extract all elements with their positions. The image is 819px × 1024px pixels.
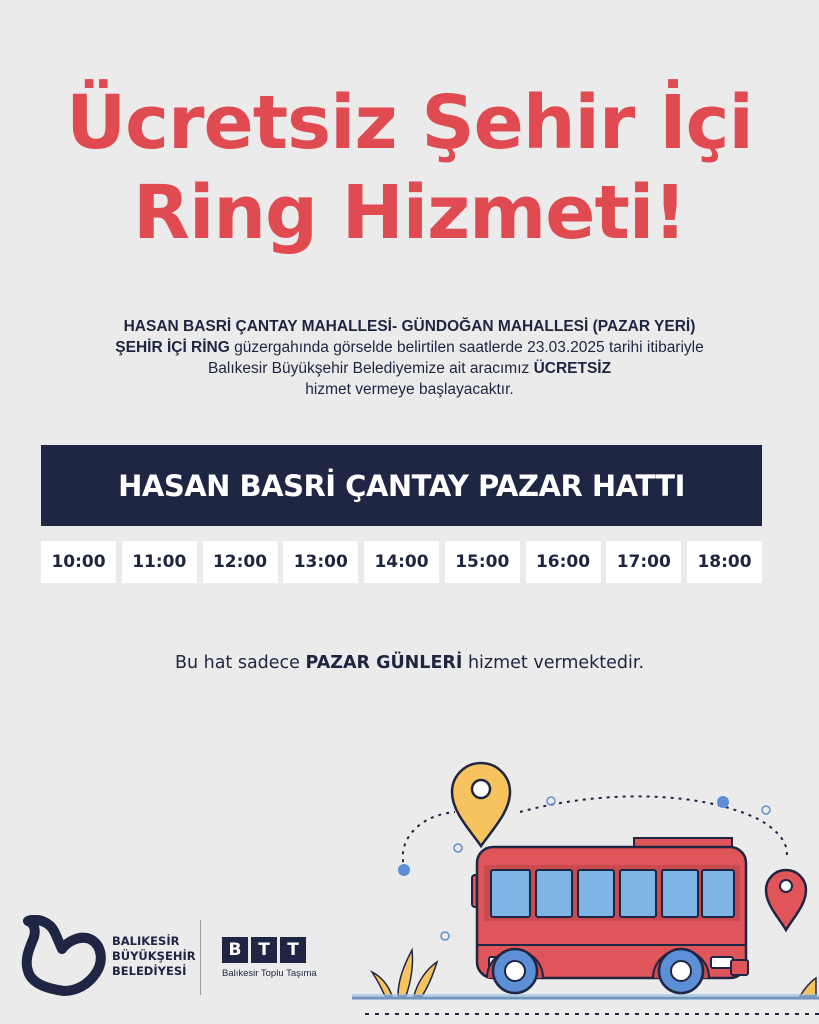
route-dot-icon (717, 796, 729, 808)
route-dotted-line (403, 812, 455, 870)
page-title (0, 78, 819, 258)
intro-line-3-text: Balıkesir Büyükşehir Belediyemize ait aracımız (207, 360, 534, 377)
location-pin-icon (452, 763, 510, 846)
note-post: hizmet vermektedir. (462, 653, 645, 673)
title-line-2: Ring Hizmeti! (133, 170, 686, 256)
btt-letter: T (251, 937, 277, 963)
belediye-logo-text (112, 934, 196, 979)
intro-line-4: hizmet vermeye başlayacaktır. (305, 381, 514, 398)
location-pin-icon (766, 870, 806, 930)
intro-line-3-bold: ÜCRETSİZ (533, 360, 612, 377)
schedule-times (41, 541, 762, 583)
intro-line-1: HASAN BASRİ ÇANTAY MAHALLESİ- GÜNDOĞAN MAHALLESİ (PAZAR YERİ) (123, 318, 696, 335)
btt-logo (222, 937, 306, 963)
time-slot: 13:00 (283, 541, 358, 583)
intro-line-2-bold: ŞEHİR İÇİ RİNG (115, 339, 230, 356)
route-banner-label: HASAN BASRİ ÇANTAY PAZAR HATTI (118, 468, 685, 503)
time-slot: 17:00 (606, 541, 681, 583)
time-slot: 18:00 (687, 541, 762, 583)
time-slot: 15:00 (445, 541, 520, 583)
intro-text (60, 316, 759, 400)
btt-subtitle: Balıkesir Toplu Taşıma (222, 968, 317, 979)
note-pre: Bu hat sadece (174, 653, 306, 673)
time-slot: 10:00 (41, 541, 116, 583)
heart-logo-icon (20, 915, 108, 997)
bus-illustration (340, 755, 819, 1024)
route-dot-icon (398, 864, 410, 876)
bus-icon (472, 838, 748, 993)
btt-letter: T (280, 937, 306, 963)
route-banner (41, 445, 762, 526)
title-line-1: Ücretsiz Şehir İçi (66, 80, 753, 166)
time-slot: 16:00 (526, 541, 601, 583)
btt-letter: B (222, 937, 248, 963)
logo-divider (200, 920, 201, 995)
time-slot: 12:00 (203, 541, 278, 583)
time-slot: 11:00 (122, 541, 197, 583)
belediye-line-3: BELEDİYESİ (112, 964, 187, 978)
note-bold: PAZAR GÜNLERİ (305, 653, 463, 673)
time-slot: 14:00 (364, 541, 439, 583)
belediye-line-2: BÜYÜKŞEHİR (112, 949, 196, 963)
belediye-line-1: BALIKESİR (112, 934, 180, 948)
sunday-note (0, 653, 819, 673)
intro-line-2-rest: güzergahında görselde belirtilen saatlerde 23.03.2025 tarihi itibariyle (229, 339, 704, 356)
